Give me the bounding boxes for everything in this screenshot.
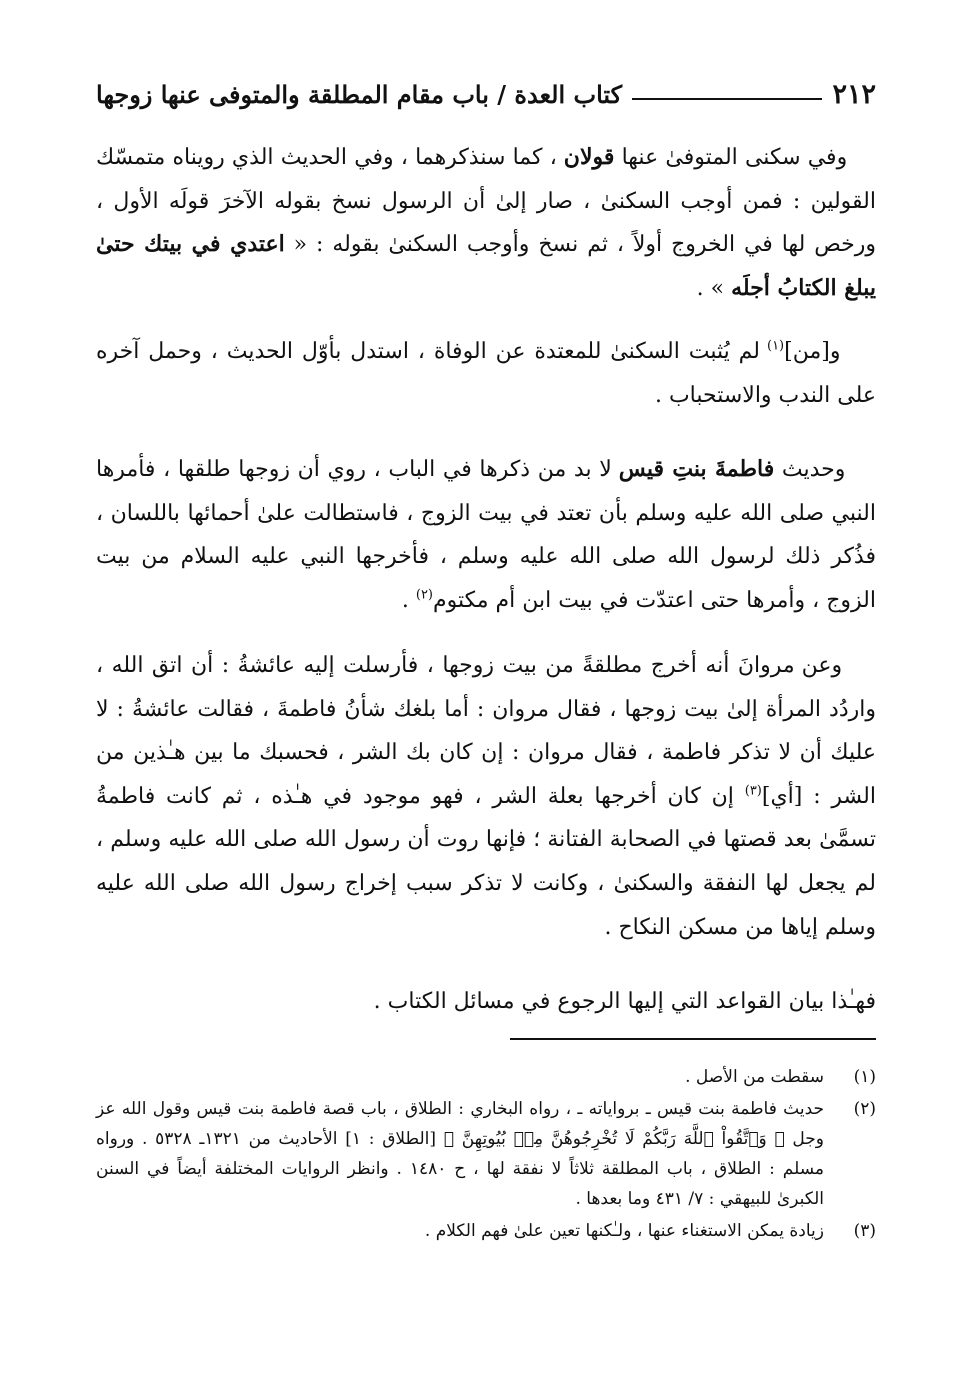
footnote-2: [96, 1094, 876, 1214]
text: إن كان أخرجها بعلة الشر ، فهو موجود في هـٰذه ، ثم كانت فاطمةُ تسمَّىٰ بعد قصتها في الصحابة الفتانة ؛ فإنها روت أن رسول الله صلى الله عليه وسلم ، لم يجعل لها النفقة والسكنىٰ ، وكانت لا تذكر سبب إخراج رسول الله صلى الله عليه وسلم إياها من مسكن النكاح .: [96, 783, 876, 940]
footnote-number: (٣): [853, 1221, 876, 1241]
footnote-1: [96, 1062, 876, 1092]
footnote-ref[interactable]: (١): [766, 338, 785, 354]
header-rule: [632, 98, 822, 100]
paragraph-4: [96, 644, 876, 949]
hadith-quote: اعتدي في بيتك حتىٰ يبلغ الكتابُ أجلَه: [96, 231, 876, 301]
footnotes: [96, 1062, 876, 1248]
text: .: [401, 587, 416, 613]
running-title: كتاب العدة / باب مقام المطلقة والمتوفى عنها زوجها: [96, 79, 623, 109]
footnote-text: زيادة يمكن الاستغناء عنها ، ولـٰكنها تعين علىٰ فهم الكلام .: [424, 1221, 824, 1241]
text: وحديث: [774, 457, 846, 482]
footnote-text: حديث فاطمة بنت قيس ـ برواياته ـ ، رواه البخاري : الطلاق ، باب قصة فاطمة بنت قيس وقول الله عز وجل ﴿ وَٱتَّقُواْ ٱللَّهَ رَبَّكُمْ لَا تُخْرِجُوهُنَّ مِنۢ بُيُوتِهِنَّ ﴾ [الطلاق : ١] الأحاديث من ١٣٢١ـ ٥٣٢٨ . ورواه مسلم : الطلاق ، باب المطلقة ثلاثاً لا نفقة لها ، ح ١٤٨٠ . وانظر الروايات المختلفة أيضاً في السنن الكبرىٰ للبيهقي : ٧/ ٤٣١ وما بعدها .: [96, 1099, 824, 1209]
footnote-number: (٢): [853, 1099, 876, 1119]
text: وفي سكنى المتوفىٰ عنها: [614, 145, 848, 170]
closing-line: فهـٰذا بيان القواعد التي إليها الرجوع في مسائل الكتاب .: [373, 989, 876, 1014]
text: ، كما سنذكرهما ، وفي الحديث الذي رويناه متمسّك القولين : فمن أوجب السكنىٰ ، صار إلىٰ أن الرسول نسخ بقوله الآخرَ قولَه الأول ، ورخص لها في الخروج أولاً ، ثم نسخ وأوجب السكنىٰ بقوله : «: [96, 145, 876, 258]
text: و[من]: [784, 339, 841, 364]
text: وعن مروانَ أنه أخرج مطلقةً من بيت زوجها ، فأرسلت إليه عائشةُ : أن اتق الله ، واردُد المرأة إلىٰ بيت زوجها ، فقال مروان : أما بلغك شأنُ فاطمةَ ، فقالت عائشةُ : لا عليك أن لا تذكر فاطمة ، فقال مروان : إن كان بك الشر ، فحسبك ما بين هـٰذين من الشر : [أي]: [96, 653, 876, 809]
paragraph-3: [96, 448, 876, 622]
paragraph-1: [96, 136, 876, 310]
text: لا بد من ذكرها في الباب ، روي أن زوجها طلقها ، فأمرها النبي صلى الله عليه وسلم بأن تعتد في بيت الزوج ، فاستطالت علىٰ أحمائها باللسان ، فذُكر ذلك لرسول الله صلى الله عليه وسلم ، فأخرجها النبي عليه السلام من بيت الزوج ، وأمرها حتى اعتدّت في بيت ابن أم مكتوم: [96, 457, 876, 613]
page-header: [96, 72, 876, 116]
page-number: ٢١٢: [832, 78, 876, 110]
bold-term: قولان: [563, 144, 615, 170]
footnote-ref[interactable]: (٣): [744, 783, 762, 799]
footnote-ref[interactable]: (٢): [415, 587, 433, 603]
footnote-number: (١): [853, 1067, 876, 1087]
bold-name: فاطمةَ بنتِ قيس: [618, 456, 775, 482]
paragraph-2: [96, 330, 876, 417]
footnote-3: [96, 1216, 876, 1246]
footnote-separator: [510, 1038, 876, 1040]
text: » .: [696, 275, 732, 301]
footnote-text: سقطت من الأصل .: [685, 1067, 824, 1087]
text: لم يُثبت السكنىٰ للمعتدة عن الوفاة ، استدل بأوّل الحديث ، وحمل آخره على الندب والاستحباب .: [96, 339, 876, 408]
